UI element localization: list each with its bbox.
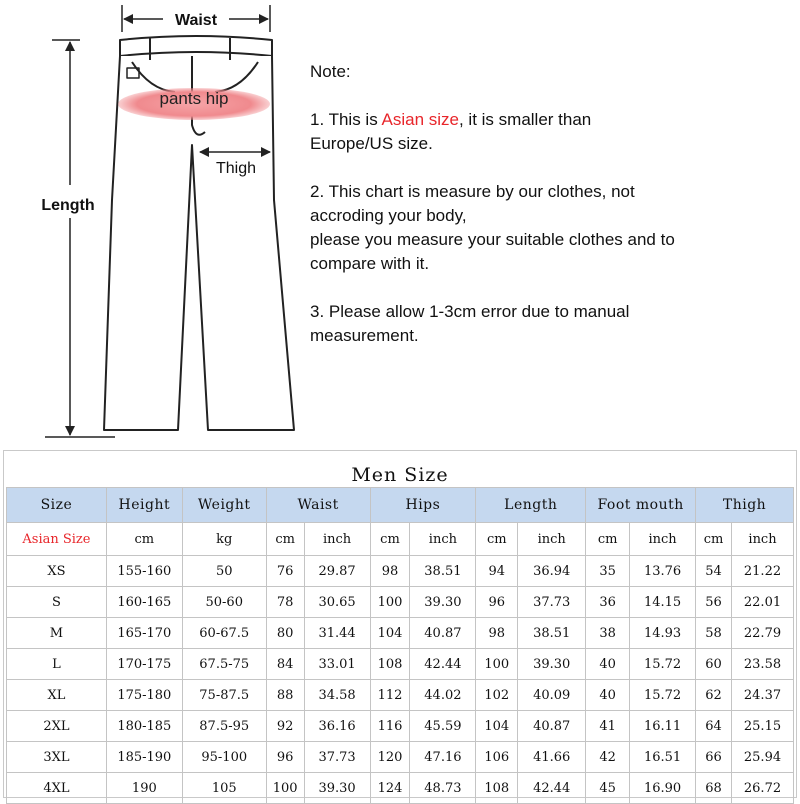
table-cell: 31.44	[304, 618, 370, 649]
waist-label: Waist	[174, 12, 218, 29]
table-cell: 104	[476, 711, 518, 742]
table-cell: 62	[696, 680, 732, 711]
table-cell: 39.30	[518, 649, 586, 680]
table-cell: 190	[106, 773, 182, 804]
table-cell: 22.79	[732, 618, 794, 649]
table-cell: 40.87	[410, 618, 476, 649]
note-1-suffix: , it is smaller than	[458, 110, 592, 129]
table-cell: 67.5-75	[182, 649, 266, 680]
table-cell: 40.87	[518, 711, 586, 742]
table-title: Men Size	[351, 464, 449, 486]
table-cell: 75-87.5	[182, 680, 266, 711]
table-row	[7, 773, 794, 804]
table-cell: 42.44	[518, 773, 586, 804]
table-cell: 185-190	[106, 742, 182, 773]
unit-row	[7, 523, 794, 556]
table-cell: 40.09	[518, 680, 586, 711]
note-3-line1: 3. Please allow 1-3cm error due to manual	[310, 302, 630, 321]
table-cell: 98	[370, 556, 410, 587]
table-cell: 105	[182, 773, 266, 804]
unit-cell: inch	[518, 523, 586, 556]
table-cell: 165-170	[106, 618, 182, 649]
table-cell: 175-180	[106, 680, 182, 711]
table-cell: 100	[476, 649, 518, 680]
header-length: Length	[476, 488, 586, 523]
header-hips: Hips	[370, 488, 476, 523]
table-row	[7, 556, 794, 587]
table-cell: 100	[266, 773, 304, 804]
unit-cell: kg	[182, 523, 266, 556]
header-foot-mouth: Foot mouth	[586, 488, 696, 523]
note-2-line1: 2. This chart is measure by our clothes, not	[310, 182, 635, 201]
table-cell: 92	[266, 711, 304, 742]
table-cell: 30.65	[304, 587, 370, 618]
table-cell: 15.72	[630, 680, 696, 711]
table-cell: 66	[696, 742, 732, 773]
header-weight: Weight	[182, 488, 266, 523]
table-cell: 95-100	[182, 742, 266, 773]
note-1	[310, 108, 790, 132]
table-cell: 96	[476, 587, 518, 618]
size-cell: XL	[7, 680, 107, 711]
table-cell: 87.5-95	[182, 711, 266, 742]
table-cell: 16.51	[630, 742, 696, 773]
table-cell: 38.51	[410, 556, 476, 587]
length-label: Length	[41, 197, 95, 214]
table-cell: 180-185	[106, 711, 182, 742]
note-1-prefix: 1. This is	[310, 110, 382, 129]
table-cell: 80	[266, 618, 304, 649]
header-waist: Waist	[266, 488, 370, 523]
table-cell: 29.87	[304, 556, 370, 587]
table-cell: 35	[586, 556, 630, 587]
unit-cell: inch	[732, 523, 794, 556]
table-cell: 124	[370, 773, 410, 804]
table-cell: 54	[696, 556, 732, 587]
asian-size-highlight: Asian size	[381, 110, 459, 129]
table-cell: 38.51	[518, 618, 586, 649]
table-cell: 96	[266, 742, 304, 773]
notes-title: Note:	[310, 62, 351, 81]
table-row	[7, 587, 794, 618]
size-rows	[7, 556, 794, 804]
table-cell: 47.16	[410, 742, 476, 773]
table-cell: 106	[476, 742, 518, 773]
note-1-line2: Europe/US size.	[310, 134, 433, 153]
table-cell: 22.01	[732, 587, 794, 618]
table-cell: 14.15	[630, 587, 696, 618]
table-cell: 94	[476, 556, 518, 587]
table-cell: 50-60	[182, 587, 266, 618]
table-row	[7, 618, 794, 649]
size-cell: M	[7, 618, 107, 649]
unit-cell: cm	[266, 523, 304, 556]
table-cell: 58	[696, 618, 732, 649]
table-cell: 45.59	[410, 711, 476, 742]
size-cell: 3XL	[7, 742, 107, 773]
table-cell: 76	[266, 556, 304, 587]
table-cell: 15.72	[630, 649, 696, 680]
length-measure	[41, 40, 115, 437]
unit-cell: inch	[410, 523, 476, 556]
table-cell: 39.30	[410, 587, 476, 618]
table-row	[7, 649, 794, 680]
table-cell: 24.37	[732, 680, 794, 711]
note-2-line3: please you measure your suitable clothes and to	[310, 230, 675, 249]
table-cell: 37.73	[304, 742, 370, 773]
note-3-line2: measurement.	[310, 326, 419, 345]
header-size: Size	[7, 488, 107, 523]
unit-cell: cm	[106, 523, 182, 556]
table-cell: 60-67.5	[182, 618, 266, 649]
table-cell: 88	[266, 680, 304, 711]
size-cell: 2XL	[7, 711, 107, 742]
table-cell: 104	[370, 618, 410, 649]
table-cell: 33.01	[304, 649, 370, 680]
table-cell: 21.22	[732, 556, 794, 587]
table-cell: 25.15	[732, 711, 794, 742]
table-cell: 39.30	[304, 773, 370, 804]
table-cell: 38	[586, 618, 630, 649]
table-cell: 160-165	[106, 587, 182, 618]
table-cell: 36.94	[518, 556, 586, 587]
table-cell: 84	[266, 649, 304, 680]
table-cell: 36.16	[304, 711, 370, 742]
unit-cell: cm	[370, 523, 410, 556]
unit-cell: inch	[630, 523, 696, 556]
thigh-label: Thigh	[215, 160, 257, 177]
table-cell: 23.58	[732, 649, 794, 680]
header-row	[7, 488, 794, 523]
size-cell: 4XL	[7, 773, 107, 804]
table-cell: 34.58	[304, 680, 370, 711]
table-cell: 60	[696, 649, 732, 680]
table-cell: 102	[476, 680, 518, 711]
table-cell: 37.73	[518, 587, 586, 618]
table-cell: 112	[370, 680, 410, 711]
note-2-line4: compare with it.	[310, 254, 430, 273]
table-cell: 44.02	[410, 680, 476, 711]
table-cell: 98	[476, 618, 518, 649]
table-cell: 155-160	[106, 556, 182, 587]
size-cell: L	[7, 649, 107, 680]
note-2-line2: accroding your body,	[310, 206, 467, 225]
header-thigh: Thigh	[696, 488, 794, 523]
table-row	[7, 680, 794, 711]
table-cell: 40	[586, 649, 630, 680]
table-cell: 48.73	[410, 773, 476, 804]
table-cell: 41.66	[518, 742, 586, 773]
table-cell: 25.94	[732, 742, 794, 773]
table-cell: 13.76	[630, 556, 696, 587]
table-cell: 68	[696, 773, 732, 804]
table-cell: 120	[370, 742, 410, 773]
size-cell: S	[7, 587, 107, 618]
table-cell: 108	[476, 773, 518, 804]
unit-cell: cm	[696, 523, 732, 556]
table-cell: 45	[586, 773, 630, 804]
table-cell: 170-175	[106, 649, 182, 680]
header-height: Height	[106, 488, 182, 523]
table-cell: 16.11	[630, 711, 696, 742]
notes-panel	[310, 60, 790, 348]
table-cell: 16.90	[630, 773, 696, 804]
table-cell: 100	[370, 587, 410, 618]
table-row	[7, 742, 794, 773]
pants-diagram	[0, 0, 300, 450]
table-cell: 42.44	[410, 649, 476, 680]
table-cell: 56	[696, 587, 732, 618]
table-cell: 50	[182, 556, 266, 587]
table-cell: 116	[370, 711, 410, 742]
table-cell: 40	[586, 680, 630, 711]
waist-measure	[122, 5, 270, 32]
table-cell: 26.72	[732, 773, 794, 804]
table-cell: 64	[696, 711, 732, 742]
unit-cell: cm	[586, 523, 630, 556]
table-cell: 42	[586, 742, 630, 773]
size-cell: XS	[7, 556, 107, 587]
unit-cell: cm	[476, 523, 518, 556]
hip-label: pants hip	[159, 89, 229, 108]
table-cell: 41	[586, 711, 630, 742]
table-cell: 36	[586, 587, 630, 618]
unit-cell: inch	[304, 523, 370, 556]
table-row	[7, 711, 794, 742]
size-table	[6, 487, 794, 804]
table-cell: 78	[266, 587, 304, 618]
asian-size-label: Asian Size	[7, 523, 107, 556]
table-cell: 14.93	[630, 618, 696, 649]
table-cell: 108	[370, 649, 410, 680]
